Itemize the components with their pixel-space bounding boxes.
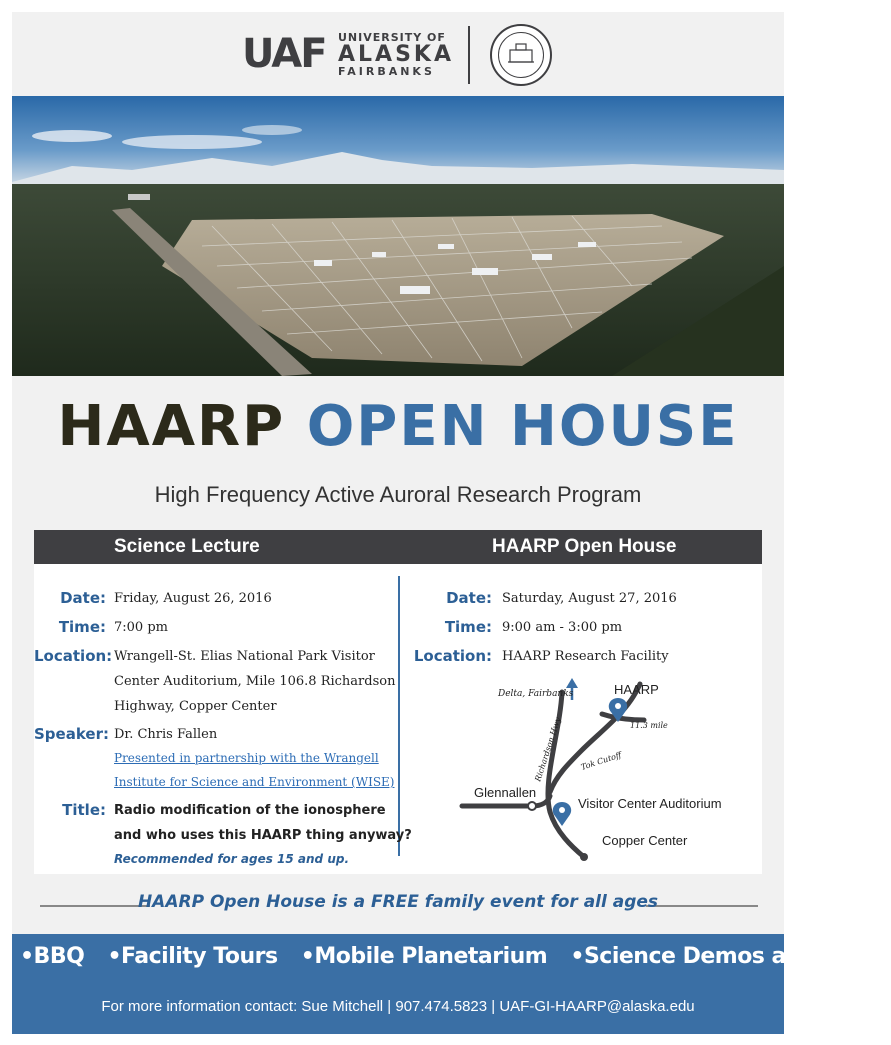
open-house-header: HAARP Open House — [404, 530, 762, 564]
glennallen-label: Glennallen — [474, 785, 537, 800]
feature-science-demos: •Science Demos and Talks — [570, 944, 884, 969]
lecture-speaker: Dr. Chris Fallen — [114, 727, 218, 742]
lecture-location-line-1: Wrangell-St. Elias National Park Visitor — [114, 649, 375, 664]
lecture-speaker-label: Speaker: — [34, 725, 109, 743]
visitor-center-label: Visitor Center Auditorium — [578, 796, 722, 811]
flyer — [12, 12, 884, 1034]
open-house-location: HAARP Research Facility — [502, 649, 669, 664]
talk-title-line-1: Radio modification of the ionosphere — [114, 803, 386, 818]
logo-bar — [12, 12, 784, 96]
haarp-access-road — [602, 714, 644, 720]
richardson-hwy-label: Richardson Hwy — [533, 716, 563, 783]
lecture-date: Friday, August 26, 2016 — [114, 591, 272, 606]
column-divider — [398, 576, 400, 856]
feature-mobile-planetarium: •Mobile Planetarium — [300, 944, 548, 969]
event-subtitle: High Frequency Active Auroral Research Program — [154, 482, 642, 507]
science-lecture-header: Science Lecture — [34, 530, 404, 564]
logo-divider — [468, 26, 470, 84]
lecture-time: 7:00 pm — [114, 620, 168, 635]
footer-banner — [12, 934, 884, 1034]
open-house-location-label: Location: — [413, 647, 492, 665]
lecture-time-label: Time: — [58, 618, 106, 636]
copper-center-label: Copper Center — [602, 833, 688, 848]
talk-title-line-2: and who uses this HAARP thing anyway? — [114, 828, 412, 843]
seal-building-icon — [490, 24, 552, 86]
feature-facility-tours: •Facility Tours — [107, 944, 278, 969]
aerial-landscape-image — [12, 96, 784, 376]
lecture-date-label: Date: — [60, 589, 106, 607]
feature-list — [12, 944, 884, 969]
tok-cutoff-label: Tok Cutoff — [579, 750, 623, 772]
open-house-date: Saturday, August 27, 2016 — [502, 591, 677, 606]
title-haarp: HAARP — [57, 394, 286, 459]
lecture-location-line-3: Highway, Copper Center — [114, 699, 277, 714]
contact-info: For more information contact: Sue Mitchell | 907.474.5823 | UAF-GI-HAARP@alaska.edu — [101, 998, 695, 1015]
age-recommendation: Recommended for ages 15 and up. — [114, 852, 350, 866]
lecture-location-label: Location: — [34, 647, 113, 665]
institute-seal-icon — [490, 24, 552, 86]
delta-fairbanks-label: Delta, Fairbanks — [498, 689, 574, 699]
haarp-facility-photo — [12, 96, 784, 376]
feature-bbq: •BBQ — [20, 944, 85, 969]
free-event-notice: HAARP Open House is a FREE family event for all ages — [137, 892, 659, 912]
haarp-map-label: HAARP — [614, 682, 659, 697]
university-line-2: ALASKA — [338, 42, 454, 67]
directions-map — [432, 672, 732, 872]
glennallen-junction-marker — [528, 802, 536, 810]
uaf-logo: UAF — [242, 31, 326, 77]
lecture-location-line-2: Center Auditorium, Mile 106.8 Richardson — [114, 674, 396, 689]
event-title — [12, 392, 784, 462]
university-name — [338, 32, 454, 78]
wise-partnership-link-line-2[interactable]: Institute for Science and Environment (WISE) — [114, 775, 395, 789]
title-open-house: OPEN HOUSE — [306, 394, 739, 459]
open-house-time: 9:00 am - 3:00 pm — [502, 620, 623, 635]
lecture-title-label: Title: — [62, 801, 106, 819]
university-line-1: UNIVERSITY OF — [338, 31, 446, 44]
university-line-3: FAIRBANKS — [338, 65, 435, 78]
copper-center-marker — [580, 853, 588, 861]
distance-label: 11.3 mile — [630, 721, 668, 730]
open-house-time-label: Time: — [444, 618, 492, 636]
open-house-date-label: Date: — [446, 589, 492, 607]
wise-partnership-link-line-1[interactable]: Presented in partnership with the Wrangell — [114, 751, 379, 765]
